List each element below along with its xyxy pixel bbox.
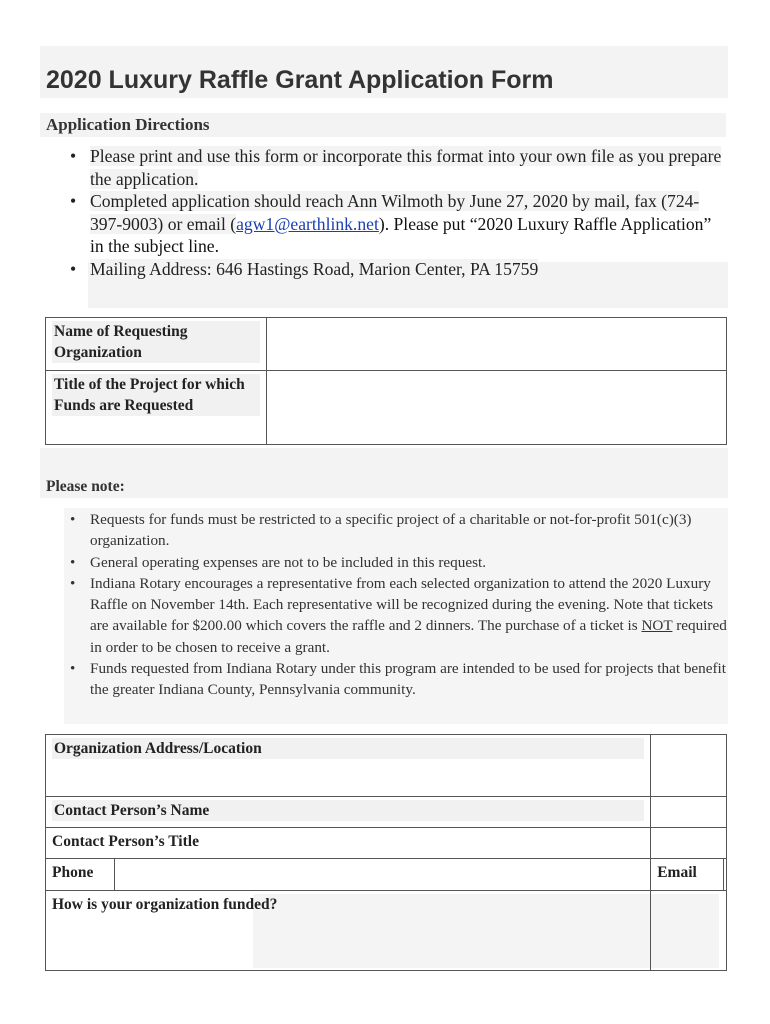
list-item: • Funds requested from Indiana Rotary under this program are intended to be used for projects that benefit the greater Indiana County, Pennsylvania community. — [62, 658, 728, 701]
funded-field[interactable] — [651, 891, 727, 971]
not-emphasis: NOT — [641, 617, 673, 635]
project-title-field[interactable] — [267, 371, 727, 445]
list-item: • Mailing Address: 646 Hastings Road, Marion Center, PA 15759 — [62, 258, 728, 281]
address-label: Organization Address/Location — [52, 738, 644, 759]
organization-table — [45, 317, 727, 445]
phone-field[interactable] — [115, 859, 651, 891]
contact-title-label: Contact Person’s Title — [52, 833, 199, 850]
email-label: Email — [657, 864, 697, 881]
org-name-label: Name of Requesting Organization — [52, 321, 260, 363]
funded-label: How is your organization funded? — [52, 896, 278, 913]
project-title-label: Title of the Project for which Funds are Requested — [52, 374, 260, 416]
address-field[interactable] — [651, 735, 727, 797]
list-item: • Completed application should reach Ann Wilmoth by June 27, 2020 by mail, fax (724-397-9003) or email (agw1@earthlink.net). Please put “2020 Luxury Raffle Application” in the subject line. — [62, 190, 728, 258]
list-item: • Requests for funds must be restricted to a specific project of a charitable or not-for-profit 501(c)(3) organization. — [62, 509, 728, 552]
list-item: • General operating expenses are not to be included in this request. — [62, 552, 728, 573]
contact-title-field[interactable] — [651, 828, 727, 859]
subject-line-instruction: Please put “2020 Luxury Raffle Application” in the subject line. — [90, 213, 712, 256]
list-item: • Indiana Rotary encourages a representative from each selected organization to attend the 2020 Luxury Raffle on November 14th. Each representative will be recognized during the evening. Note that tickets are available for $200.00 which covers the raffle and 2 dinners. The purchase of a ticket is NOT required in order to be chosen to receive a grant. — [62, 573, 728, 658]
phone-label: Phone — [52, 864, 94, 881]
contact-name-label: Contact Person’s Name — [52, 800, 644, 821]
org-name-field[interactable] — [267, 318, 727, 371]
page-title: 2020 Luxury Raffle Grant Application Form — [46, 66, 554, 94]
contact-table — [45, 734, 727, 971]
note-band — [40, 448, 728, 498]
list-item: • Please print and use this form or incorporate this format into your own file as you prepare the application. — [62, 145, 728, 190]
directions-list — [62, 145, 728, 280]
notes-list — [62, 509, 728, 701]
email-link[interactable]: agw1@earthlink.net — [236, 213, 379, 234]
email-field[interactable] — [724, 859, 727, 891]
directions-heading: Application Directions — [40, 113, 726, 137]
contact-name-field[interactable] — [651, 797, 727, 828]
note-heading: Please note: — [46, 478, 125, 495]
